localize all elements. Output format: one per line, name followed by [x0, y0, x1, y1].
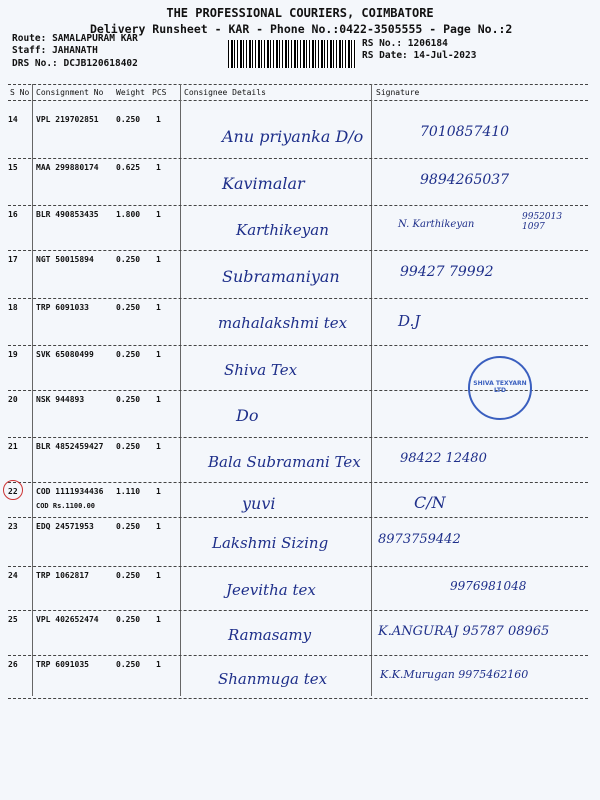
row-pcs: 1 — [156, 163, 161, 172]
row-weight: 0.250 — [116, 395, 141, 404]
col-pcs: PCS — [152, 88, 167, 97]
row-consignment-no: TRP 1062817 — [36, 571, 89, 580]
route-label: Route: — [12, 33, 47, 44]
row-divider — [8, 655, 588, 656]
row-weight: 1.800 — [116, 210, 141, 219]
row-weight: 0.250 — [116, 303, 141, 312]
row-divider — [8, 298, 588, 299]
row-weight: 0.250 — [116, 615, 141, 624]
row-weight: 1.110 — [116, 487, 141, 496]
barcode — [228, 40, 356, 68]
row-consignment-no: BLR 490853435 — [36, 210, 99, 219]
drs-line — [12, 58, 138, 69]
row-22-mark-circle — [3, 480, 23, 500]
row-pcs: 1 — [156, 571, 161, 580]
row-consignment-no: MAA 299880174 — [36, 163, 99, 172]
row-sno: 23 — [8, 522, 18, 531]
row-sno: 22 — [8, 487, 18, 496]
row-sno: 17 — [8, 255, 18, 264]
row-signature: 7010857410 — [420, 124, 510, 140]
rs-date-label: RS Date: — [362, 50, 408, 61]
row-weight: 0.250 — [116, 660, 141, 669]
row-pcs: 1 — [156, 487, 161, 496]
rs-date-value: 14-Jul-2023 — [413, 50, 477, 61]
row-consignment-no: TRP 6091035 — [36, 660, 89, 669]
row-consignee-name: yuvi — [242, 494, 276, 513]
row-weight: 0.250 — [116, 442, 141, 451]
row-consignee-name: Bala Subramani Tex — [208, 453, 361, 471]
row-divider — [8, 345, 588, 346]
page-title: THE PROFESSIONAL COURIERS, COIMBATORE — [166, 6, 434, 20]
row-signature: K.ANGURAJ 95787 08965 — [378, 624, 550, 639]
staff-label: Staff: — [12, 45, 47, 56]
row-signature: 9976981048 — [450, 579, 527, 593]
row-weight: 0.250 — [116, 571, 141, 580]
row-pcs: 1 — [156, 660, 161, 669]
row-consignee-name: Karthikeyan — [236, 221, 329, 239]
row-consignee-name: Do — [236, 406, 259, 425]
row-weight: 0.250 — [116, 522, 141, 531]
rs-no-label: RS No.: — [362, 38, 403, 49]
row-weight: 0.625 — [116, 163, 141, 172]
row-cod-amount: COD Rs.1100.00 — [36, 502, 96, 510]
row-pcs: 1 — [156, 350, 161, 359]
row-pcs: 1 — [156, 115, 161, 124]
row-divider — [8, 482, 588, 483]
row-divider — [8, 437, 588, 438]
stamp-text: SHIVA TEXYARN LTD — [473, 380, 527, 394]
row-divider — [8, 158, 588, 159]
row-pcs: 1 — [156, 255, 161, 264]
row-sno: 25 — [8, 615, 18, 624]
col-consignment: Consignment No — [36, 88, 104, 97]
row-weight: 0.250 — [116, 115, 141, 124]
row-divider — [8, 250, 588, 251]
row-divider — [8, 610, 588, 611]
row-pcs: 1 — [156, 522, 161, 531]
header-bottom-rule — [8, 100, 588, 101]
row-consignee-name: Subramaniyan — [222, 267, 340, 286]
row-consignee-name: Shanmuga tex — [218, 670, 328, 688]
row-consignment-no: EDQ 24571953 — [36, 522, 94, 531]
row-consignment-no: COD 1111934436 — [36, 487, 104, 496]
row-sno: 15 — [8, 163, 18, 172]
row-pcs: 1 — [156, 303, 161, 312]
col-signature: Signature — [376, 88, 420, 97]
drs-value: DCJB120618402 — [63, 58, 138, 69]
row-consignee-name: Kavimalar — [222, 174, 305, 193]
rs-no-line — [362, 38, 448, 49]
row-consignment-no: NSK 944893 — [36, 395, 85, 404]
row-consignment-no: SVK 65080499 — [36, 350, 94, 359]
row-signature: C/N — [414, 493, 446, 512]
row-consignee-name: Shiva Tex — [224, 361, 298, 379]
row-consignee-name: Lakshmi Sizing — [212, 534, 329, 552]
row-pcs: 1 — [156, 615, 161, 624]
row-sno: 21 — [8, 442, 18, 451]
rs-no-value: 1206184 — [407, 38, 448, 49]
row-sno: 24 — [8, 571, 18, 580]
row-signature: N. Karthikeyan — [398, 219, 475, 230]
runsheet-subtitle: Delivery Runsheet - KAR - Phone No.:0422-3505555 - Page No.:2 — [90, 22, 513, 36]
col-weight: Weight — [116, 88, 145, 97]
route-value: SAMALAPURAM KAR — [52, 33, 138, 44]
row-sno: 26 — [8, 660, 18, 669]
row-signature: 8973759442 — [378, 532, 461, 547]
row-sno: 19 — [8, 350, 18, 359]
row-16-extra-note: 9952013 1097 — [522, 212, 563, 232]
staff-value: JAHANATH — [52, 45, 98, 56]
row-signature: 99427 79992 — [400, 264, 494, 280]
col-consignee: Consignee Details — [184, 88, 266, 97]
row-divider — [8, 566, 588, 567]
col-sno: S No — [10, 88, 30, 97]
drs-label: DRS No.: — [12, 58, 58, 69]
row-signature: K.K.Murugan 9975462160 — [380, 668, 529, 681]
route-line — [12, 33, 138, 44]
row-signature: 9894265037 — [420, 172, 510, 188]
row-consignee-name: Anu priyanka D/o — [222, 127, 364, 146]
company-stamp — [468, 356, 532, 420]
row-consignee-name: Ramasamy — [228, 626, 312, 644]
row-sno: 14 — [8, 115, 18, 124]
row-weight: 0.250 — [116, 350, 141, 359]
row-divider — [8, 698, 588, 699]
row-consignment-no: BLR 4852459427 — [36, 442, 104, 451]
row-sno: 18 — [8, 303, 18, 312]
row-divider — [8, 517, 588, 518]
row-consignee-name: mahalakshmi tex — [218, 314, 348, 332]
row-pcs: 1 — [156, 210, 161, 219]
row-divider — [8, 205, 588, 206]
staff-line — [12, 45, 98, 56]
row-pcs: 1 — [156, 395, 161, 404]
rs-date-line — [362, 50, 476, 61]
row-consignment-no: VPL 219702851 — [36, 115, 99, 124]
row-weight: 0.250 — [116, 255, 141, 264]
row-pcs: 1 — [156, 442, 161, 451]
row-signature: 98422 12480 — [400, 451, 487, 466]
row-signature: D.J — [398, 312, 421, 330]
row-sno: 20 — [8, 395, 18, 404]
row-consignment-no: NGT 50015894 — [36, 255, 94, 264]
header-top-rule — [8, 84, 588, 85]
row-consignment-no: TRP 6091033 — [36, 303, 89, 312]
row-consignee-name: Jeevitha tex — [226, 581, 316, 599]
row-consignment-no: VPL 402652474 — [36, 615, 99, 624]
row-sno: 16 — [8, 210, 18, 219]
